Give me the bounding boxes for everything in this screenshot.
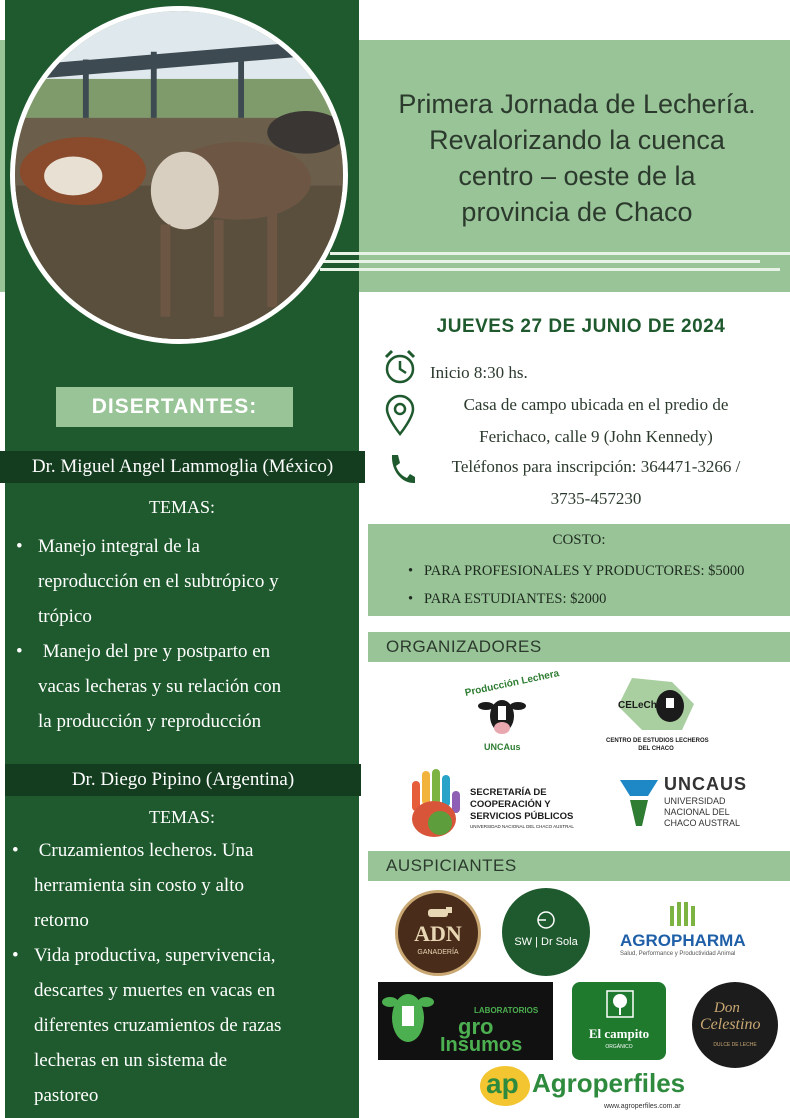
location-line: Ferichaco, calle 9 (John Kennedy)	[479, 427, 713, 446]
topic-line: • Manejo integral de la	[38, 536, 200, 557]
hand-icon	[406, 767, 464, 839]
topic-line: herramienta sin costo y alto	[34, 875, 244, 896]
agropharma-emblem-icon	[668, 900, 698, 928]
adn-sub: GANADERÍA	[417, 949, 459, 956]
don-celestino-name: Celestino	[700, 1016, 761, 1033]
bull-icon	[424, 905, 454, 921]
topic-line: • Cruzamientos lecheros. Una	[34, 840, 254, 861]
topic-item	[16, 529, 356, 634]
tree-icon	[606, 990, 634, 1018]
topic-line: vacas lecheras y su relación con	[38, 676, 282, 697]
agroperfiles-logo	[480, 1064, 690, 1114]
uncaus-line: CHACO AUSTRAL	[664, 818, 741, 828]
uncaus-line: UNIVERSIDAD	[664, 796, 726, 806]
sw-name: SW | Dr Sola	[514, 936, 578, 948]
start-time: Inicio 8:30 hs.	[430, 363, 528, 382]
don-celestino-don: Don	[714, 1000, 740, 1016]
secretaria-logo	[406, 767, 576, 841]
celech-line2: DEL CHACO	[638, 746, 674, 752]
location-line: Casa de campo ubicada en el predio de	[463, 395, 729, 414]
title-band-left-edge	[0, 40, 5, 292]
celech-logo	[606, 676, 709, 758]
topic-item	[12, 938, 357, 1113]
el-campito-sub: ORGÁNICO	[605, 1044, 633, 1050]
speaker2-name: Dr. Diego Pipino (Argentina)	[5, 764, 361, 796]
title-line: provincia de Chaco	[461, 197, 693, 227]
topic-item	[16, 634, 356, 739]
uncaus-line: NACIONAL DEL	[664, 807, 730, 817]
disertantes-heading: DISERTANTES:	[56, 387, 293, 427]
event-title	[372, 86, 782, 230]
agroperfiles-name: Agroperfiles	[532, 1068, 686, 1098]
phones	[372, 451, 790, 515]
speaker1-name: Dr. Miguel Angel Lammoglia (México)	[0, 451, 365, 483]
topic-line: retorno	[34, 910, 89, 931]
cows-photo	[10, 6, 348, 344]
agroperfiles-badge: ap	[486, 1068, 519, 1099]
event-date: JUEVES 27 DE JUNIO DE 2024	[436, 316, 726, 337]
adn-ganaderia-logo	[395, 890, 481, 976]
adn-name: ADN	[414, 921, 462, 946]
secretaria-line: COOPERACIÓN Y	[470, 799, 551, 810]
topic-line: lecheras en un sistema de	[34, 1050, 228, 1071]
topic-line: reproducción en el subtrópico y	[38, 571, 279, 592]
cost-box	[368, 524, 790, 616]
decorative-stripe	[300, 260, 760, 263]
agropharma-name: AGROPHARMA	[620, 931, 746, 950]
agropharma-logo	[616, 900, 756, 960]
celech-abbr: CELeCh	[618, 700, 657, 711]
el-campito-logo	[572, 982, 666, 1060]
topic-line: • Vida productiva, supervivencia,	[34, 945, 276, 966]
secretaria-line: UNIVERSIDAD NACIONAL DEL CHACO AUSTRAL	[470, 824, 574, 829]
el-campito-name: El campito	[588, 1026, 650, 1041]
don-celestino-logo	[692, 982, 778, 1068]
agropharma-tagline: Salud, Performance y Productividad Animal	[620, 951, 736, 957]
title-line: centro – oeste de la	[458, 161, 696, 191]
speaker1-temas-label: TEMAS:	[148, 497, 215, 517]
topic-line: diferentes cruzamientos de razas	[34, 1015, 282, 1036]
decorative-stripe	[330, 252, 790, 255]
secretaria-line: SECRETARÍA DE	[470, 787, 547, 798]
topic-line: trópico	[38, 606, 92, 627]
location	[372, 389, 790, 453]
agroinsumos-insumos: Insumos	[440, 1034, 523, 1056]
sw-dr-sola-logo	[502, 888, 590, 976]
agroinsumos-small: LABORATORIOS	[474, 1006, 539, 1015]
cost-item: • PARA ESTUDIANTES: $2000	[408, 585, 744, 613]
produccion-lechera-logo	[462, 668, 561, 756]
speaker1-topics	[16, 529, 356, 739]
topic-line: descartes y muertes en vacas en	[34, 980, 276, 1001]
produccion-lechera-sub: UNCAus	[484, 742, 521, 752]
cost-list	[408, 557, 744, 613]
topic-line: la producción y reproducción	[38, 711, 262, 732]
uncaus-name: UNCAUS	[664, 774, 748, 794]
don-celestino-sub: DULCE DE LECHE	[713, 1042, 757, 1048]
topic-item	[12, 833, 357, 938]
cow-head-icon	[382, 988, 434, 1054]
agroinsumos-gro: gro	[458, 1014, 494, 1039]
agroinsumos-logo	[378, 982, 553, 1060]
produccion-lechera-label: Producción Lechera	[463, 668, 561, 699]
celech-line1: CENTRO DE ESTUDIOS LECHEROS	[606, 738, 709, 744]
uncaus-emblem-icon	[618, 778, 660, 828]
topic-line: • Manejo del pre y postparto en	[38, 641, 271, 662]
organizadores-heading: ORGANIZADORES	[368, 632, 790, 662]
phone-line: 3735-457230	[550, 489, 642, 508]
cow-head-icon	[478, 694, 526, 738]
uncaus-logo	[618, 774, 748, 832]
uncaus-text	[664, 796, 740, 829]
agroperfiles-url: www.agroperfiles.com.ar	[604, 1103, 681, 1110]
secretaria-text	[470, 787, 574, 831]
title-line: Revalorizando la cuenca	[429, 125, 725, 155]
power-circle-icon	[536, 910, 556, 930]
title-line: Primera Jornada de Lechería.	[398, 89, 756, 119]
alarm-clock-icon	[383, 348, 417, 386]
decorative-stripe	[320, 268, 780, 271]
speaker2-topics	[12, 833, 357, 1113]
cost-title: COSTO:	[552, 532, 606, 548]
cost-item: • PARA PROFESIONALES Y PRODUCTORES: $5000	[408, 557, 744, 585]
phone-line: Teléfonos para inscripción: 364471-3266 /	[451, 457, 741, 476]
topic-line: pastoreo	[34, 1085, 99, 1106]
secretaria-line: SERVICIOS PÚBLICOS	[470, 811, 574, 822]
auspiciantes-heading: AUSPICIANTES	[368, 851, 790, 881]
speaker2-temas-label: TEMAS:	[148, 807, 215, 827]
